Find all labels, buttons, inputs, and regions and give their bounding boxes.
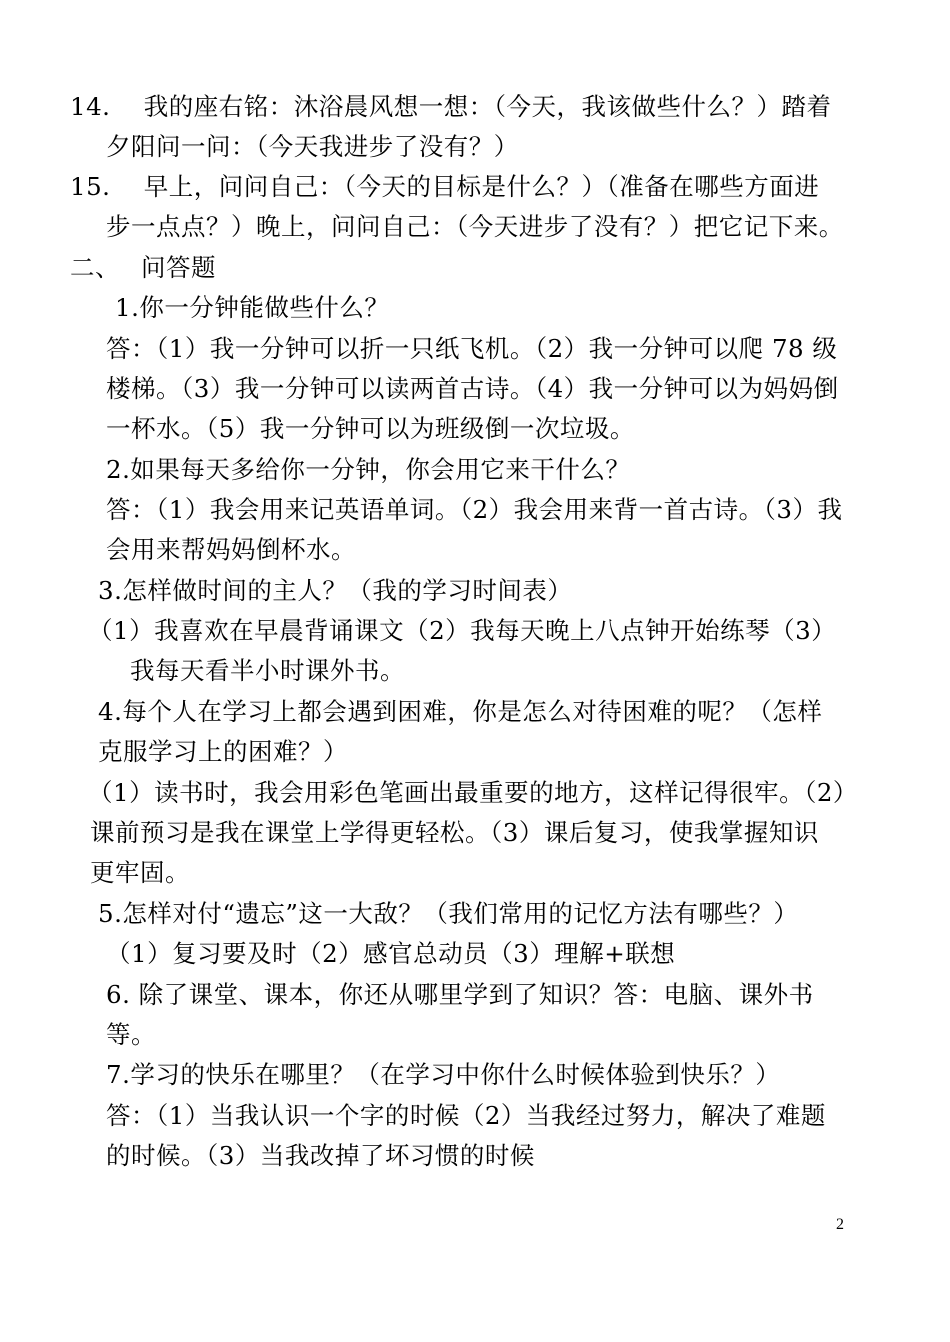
text-line: 楼梯。（3）我一分钟可以读两首古诗。（4）我一分钟可以为妈妈倒 xyxy=(106,374,839,403)
text-line: 答：（1）当我认识一个字的时候（2）当我经过努力，解决了难题 xyxy=(106,1101,826,1130)
page-number: 2 xyxy=(836,1216,844,1233)
text-line: 我每天看半小时课外书。 xyxy=(130,656,405,685)
text-line: 一杯水。（5）我一分钟可以为班级倒一次垃圾。 xyxy=(106,414,635,443)
question-7: 7.学习的快乐在哪里？（在学习中你什么时候体验到快乐？） xyxy=(106,1060,781,1089)
text-line: （1）我喜欢在早晨背诵课文（2）我每天晚上八点钟开始练琴（3） xyxy=(88,616,837,645)
text-line: 克服学习上的困难？） xyxy=(98,737,348,766)
section-heading: 二、 问答题 xyxy=(70,253,217,282)
text-line: 答：（1）我一分钟可以折一只纸飞机。（2）我一分钟可以爬 78 级 xyxy=(106,334,838,363)
question-3: 3.怎样做时间的主人？（我的学习时间表） xyxy=(98,576,573,605)
question-4: 4.每个人在学习上都会遇到困难，你是怎么对待困难的呢？（怎样 xyxy=(98,697,823,726)
question-6: 6. 除了课堂、课本，你还从哪里学到了知识？答：电脑、课外书 xyxy=(106,980,814,1009)
text-line: （1）读书时，我会用彩色笔画出最重要的地方，这样记得很牢。（2） xyxy=(88,778,858,807)
text-line: 的时候。（3）当我改掉了坏习惯的时候 xyxy=(106,1141,535,1170)
text-line: 15. 早上，问问自己：（今天的目标是什么？）（准备在哪些方面进 xyxy=(70,172,820,201)
text-line: 14. 我的座右铭：沐浴晨风想一想：（今天，我该做些什么？）踏着 xyxy=(70,92,832,121)
text-line: 等。 xyxy=(106,1020,156,1049)
question-5: 5.怎样对付“遗忘”这一大敌？（我们常用的记忆方法有哪些？） xyxy=(98,899,799,928)
text-line: 夕阳问一问：（今天我进步了没有？） xyxy=(106,132,519,161)
text-line: 答：（1）我会用来记英语单词。（2）我会用来背一首古诗。（3）我 xyxy=(106,495,843,524)
text-line: 课前预习是我在课堂上学得更轻松。（3）课后复习，使我掌握知识 xyxy=(90,818,819,847)
question-1: 1.你一分钟能做些什么？ xyxy=(115,293,390,322)
text-line: （1）复习要及时（2）感官总动员（3）理解+联想 xyxy=(106,939,676,968)
question-2: 2.如果每天多给你一分钟，你会用它来干什么？ xyxy=(106,455,631,484)
text-line: 更牢固。 xyxy=(90,858,190,887)
text-line: 会用来帮妈妈倒杯水。 xyxy=(106,535,356,564)
text-line: 步一点点？）晚上，问问自己：（今天进步了没有？）把它记下来。 xyxy=(106,212,844,241)
